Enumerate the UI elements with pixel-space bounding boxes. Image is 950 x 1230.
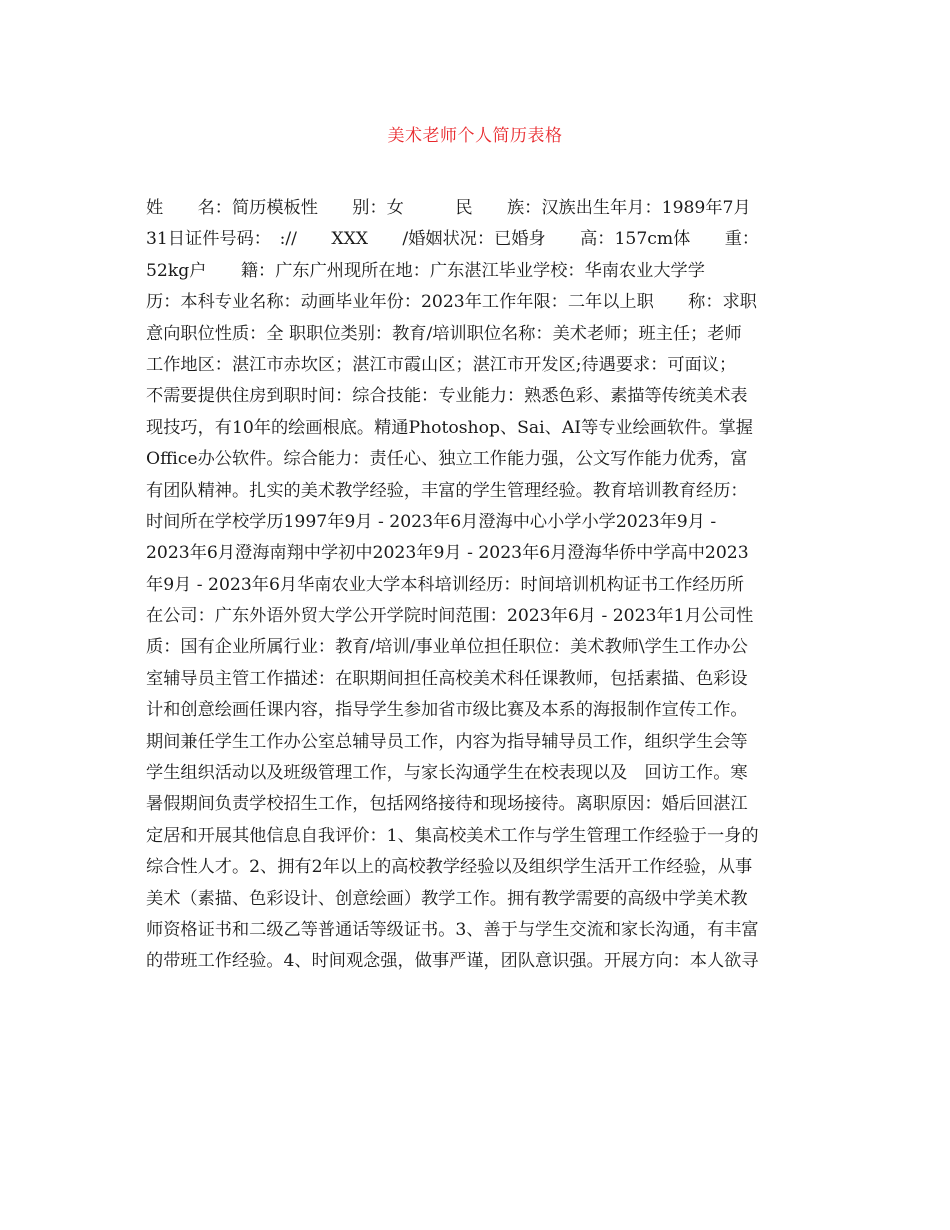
body-line: 现技巧，有10年的绘画根底。精通Photoshop、Sai、AI等专业绘画软件。掌握 [146,417,753,438]
body-line: 年9月 - 2023年6月华南农业大学本科培训经历：时间培训机构证书工作经历所 [146,574,744,595]
resume-body [146,193,808,978]
body-line: 综合性人才。2、拥有2年以上的高校教学经验以及组织学生活开工作经验，从事 [146,857,753,878]
body-line: Office办公软件。综合能力：责任心、独立工作能力强，公文写作能力优秀，富 [146,449,748,470]
body-line: 期间兼任学生工作办公室总辅导员工作，内容为指导辅导员工作，组织学生会等 [146,731,748,752]
body-line: 有团队精神。扎实的美术教学经验，丰富的学生管理经验。教育培训教育经历： [146,480,748,501]
body-line: 定居和开展其他信息自我评价：1、集高校美术工作与学生管理工作经验于一身的 [146,825,759,846]
body-line: 学生组织活动以及班级管理工作，与家长沟通学生在校表现以及 回访工作。寒 [146,763,748,784]
body-line: 2023年6月澄海南翔中学初中2023年9月 - 2023年6月澄海华侨中学高中2023 [146,543,749,564]
body-line: 31日证件号码： :// XXX /婚姻状况：已婚身 高：157cm体 重： [146,229,760,250]
body-line: 质：国有企业所属行业：教育/培训/事业单位担任职位：美术教师\学生工作办公 [146,637,748,658]
body-line: 在公司：广东外语外贸大学公开学院时间范围：2023年6月 - 2023年1月公司性 [146,606,754,627]
body-line: 历：本科专业名称：动画毕业年份：2023年工作年限：二年以上职 称：求职 [146,292,757,313]
body-line: 52kg户 籍：广东广州现所在地：广东湛江毕业学校：华南农业大学学 [146,260,705,281]
body-line: 计和创意绘画任课内容，指导学生参加省市级比赛及本系的海报制作宣传工作。 [146,700,748,721]
body-line: 不需要提供住房到职时间：综合技能：专业能力：熟悉色彩、素描等传统美术表 [146,386,748,407]
body-line: 时间所在学校学历1997年9月 - 2023年6月澄海中心小学小学2023年9月 - [146,511,717,532]
document-title: 美术老师个人简历表格 [387,126,563,146]
body-line: 师资格证书和二级乙等普通话等级证书。3、善于与学生交流和家长沟通，有丰富 [146,919,759,940]
body-line: 姓 名：简历模板性 别：女 民 族：汉族出生年月：1989年7月 [146,198,751,218]
body-line: 美术（素描、色彩设计、创意绘画）教学工作。拥有教学需要的高级中学美术教 [146,888,748,909]
body-line: 工作地区：湛江市赤坎区；湛江市霞山区；湛江市开发区;待遇要求：可面议； [146,354,737,375]
body-line: 意向职位性质：全 职职位类别：教育/培训职位名称：美术老师；班主任；老师 [146,323,742,344]
body-line: 室辅导员主管工作描述：在职期间担任高校美术科任课教师，包括素描、色彩设 [146,668,748,689]
body-line: 暑假期间负责学校招生工作，包括网络接待和现场接待。离职原因：婚后回湛江 [146,794,748,815]
body-line: 的带班工作经验。4、时间观念强，做事严谨，团队意识强。开展方向：本人欲寻 [146,951,759,972]
